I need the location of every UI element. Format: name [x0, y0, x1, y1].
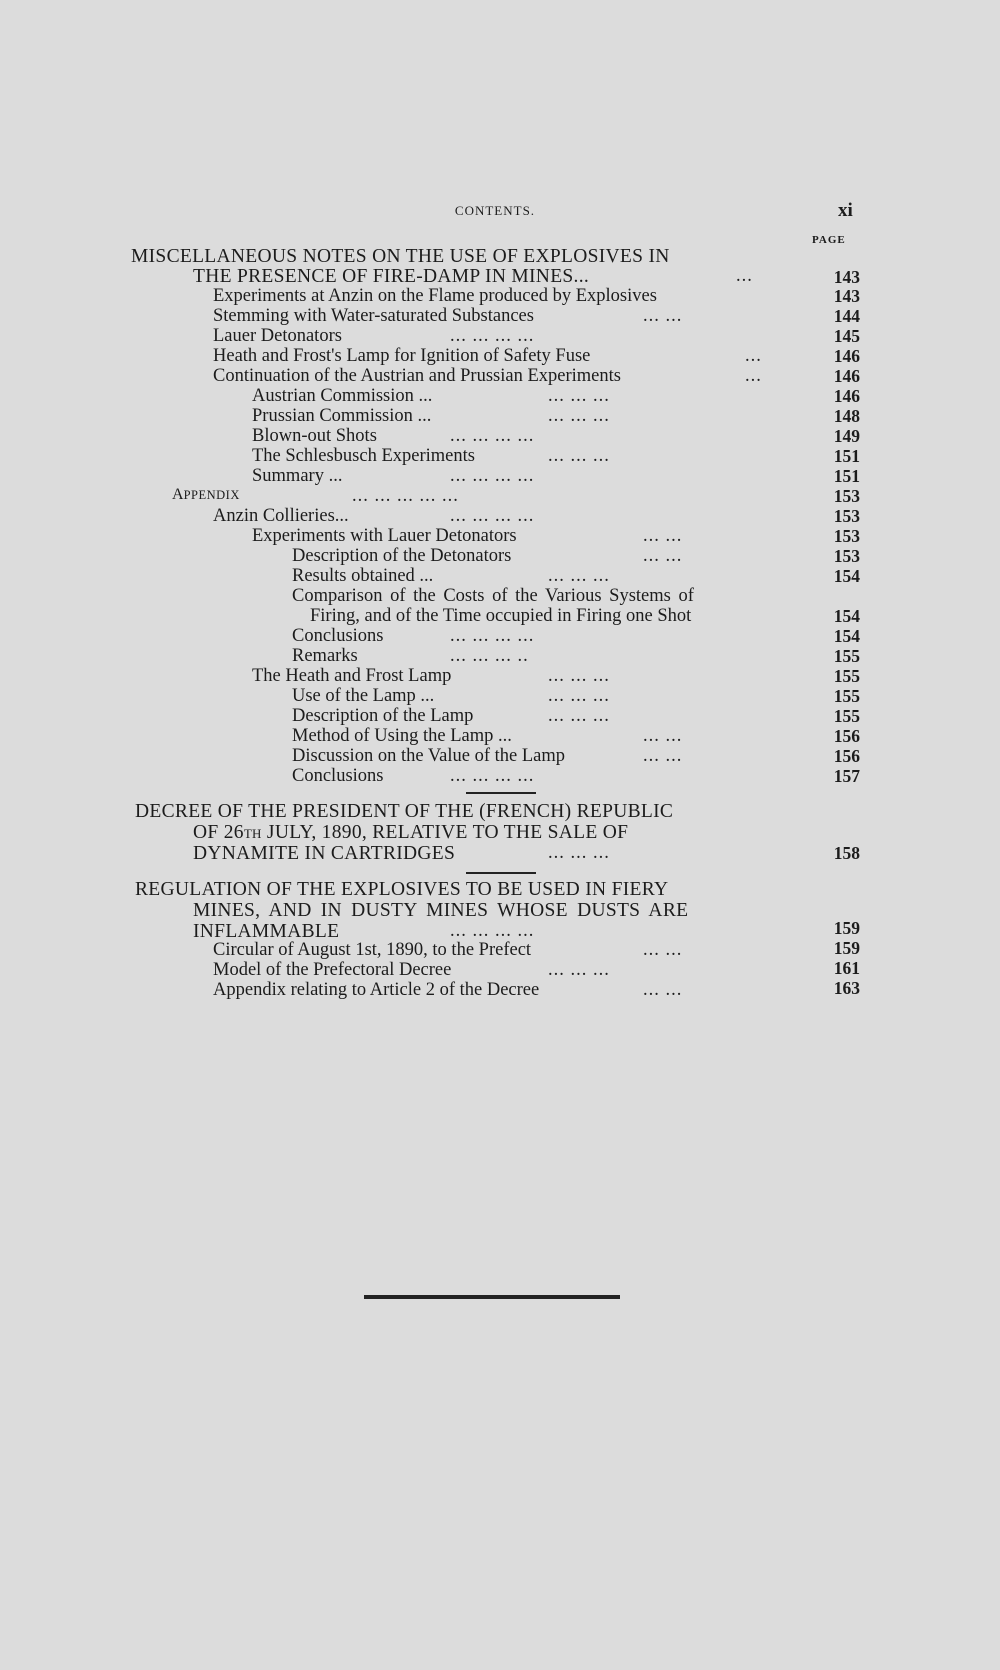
toc-entry: Experiments with Lauer Detonators	[252, 526, 517, 546]
toc-entry: Prussian Commission ...	[252, 406, 432, 426]
toc-entry: The Heath and Frost Lamp	[252, 666, 452, 686]
section-divider	[466, 792, 536, 794]
toc-entry: Continuation of the Austrian and Prussian Experiments	[213, 366, 621, 386]
page-number: 154	[833, 606, 860, 626]
page-number: 146	[833, 366, 860, 386]
leader-dots: ... ... ... ...	[450, 921, 535, 941]
page-number: 156	[833, 726, 860, 746]
leader-dots: ... ... ...	[548, 406, 610, 426]
page-number: 146	[833, 386, 860, 406]
page-number: 144	[833, 306, 860, 326]
toc-entry: Model of the Prefectoral Decree	[213, 960, 452, 980]
section-heading-line	[193, 822, 628, 844]
page-number: 155	[833, 706, 860, 726]
end-rule	[364, 1295, 620, 1299]
leader-dots: ... ... ...	[548, 686, 610, 706]
section-heading-line: MINES, AND IN DUSTY MINES WHOSE DUSTS ARE	[193, 900, 689, 921]
appendix-heading-initial: A	[172, 486, 184, 503]
toc-entry: Comparison of the Costs of the Various Systems of	[292, 586, 694, 606]
leader-dots: ... ... ... ...	[450, 426, 535, 446]
toc-entry: Anzin Collieries...	[213, 506, 349, 526]
running-title: CONTENTS.	[454, 203, 536, 218]
folio-number: xi	[838, 200, 853, 221]
leader-dots: ... ...	[643, 546, 683, 566]
page-number: 159	[833, 918, 860, 938]
page-number: 155	[833, 646, 860, 666]
toc-entry: Results obtained ...	[292, 566, 434, 586]
page-number: 156	[833, 746, 860, 766]
section-heading-line: INFLAMMABLE	[193, 921, 340, 942]
page-number: 145	[833, 326, 860, 346]
page-number: 148	[833, 406, 860, 426]
page-number: 143	[833, 286, 860, 306]
page-number: 143	[833, 267, 860, 287]
leader-dots: ... ... ... ...	[450, 466, 535, 486]
toc-entry: Circular of August 1st, 1890, to the Prefect	[213, 940, 532, 960]
page-number: 154	[833, 626, 860, 646]
page-number: 151	[833, 446, 860, 466]
leader-dots: ... ...	[643, 980, 683, 1000]
section-divider	[466, 872, 536, 874]
leader-dots: ... ... ... ...	[450, 766, 535, 786]
section-heading-line: DYNAMITE IN CARTRIDGES	[193, 843, 456, 864]
toc-entry: The Schlesbusch Experiments	[252, 446, 475, 466]
leader-dots: ... ... ...	[548, 706, 610, 726]
leader-dots: ...	[745, 346, 762, 366]
page-number: 149	[833, 426, 860, 446]
page-number: 161	[833, 958, 860, 978]
page-number: 153	[833, 506, 860, 526]
section-heading-line: THE PRESENCE OF FIRE-DAMP IN MINES...	[193, 266, 590, 287]
toc-entry: Method of Using the Lamp ...	[292, 726, 512, 746]
page-number: 155	[833, 686, 860, 706]
appendix-heading	[172, 486, 240, 504]
page-number: 153	[833, 546, 860, 566]
toc-entry: Firing, and of the Time occupied in Firing one Shot	[310, 606, 692, 626]
ordinal-suffix: TH	[243, 826, 262, 841]
leader-dots: ... ... ... ...	[450, 506, 535, 526]
section-heading-line: DECREE OF THE PRESIDENT OF THE (FRENCH) REPUBLIC	[135, 801, 674, 822]
leader-dots: ... ...	[643, 746, 683, 766]
section-heading-text: JULY, 1890, RELATIVE TO THE SALE OF	[261, 822, 629, 843]
section-heading-line: MISCELLANEOUS NOTES ON THE USE OF EXPLOSIVES IN	[131, 246, 670, 267]
page-number: 151	[833, 466, 860, 486]
toc-entry: Appendix relating to Article 2 of the Decree	[213, 980, 540, 1000]
toc-entry: Blown-out Shots	[252, 426, 377, 446]
toc-entry: Stemming with Water-saturated Substances	[213, 306, 534, 326]
leader-dots: ...	[745, 366, 762, 386]
leader-dots: ... ... ... ...	[450, 326, 535, 346]
leader-dots: ... ... ...	[548, 566, 610, 586]
page-number: 159	[833, 938, 860, 958]
toc-entry: Discussion on the Value of the Lamp	[292, 746, 566, 766]
page-number: 158	[833, 843, 860, 863]
leader-dots: ... ... ...	[548, 960, 610, 980]
leader-dots: ... ... ... ... ...	[352, 486, 459, 506]
appendix-heading-rest: PPENDIX	[183, 488, 240, 502]
toc-entry: Conclusions	[292, 766, 384, 786]
toc-entry: Description of the Detonators	[292, 546, 512, 566]
leader-dots: ... ... ...	[548, 386, 610, 406]
page-column-label: PAGE	[812, 234, 846, 246]
section-heading-text: OF 26	[193, 822, 244, 843]
toc-entry: Heath and Frost's Lamp for Ignition of Safety Fuse	[213, 346, 591, 366]
leader-dots: ... ... ... ...	[450, 626, 535, 646]
page-number: 153	[833, 486, 860, 506]
toc-entry: Austrian Commission ...	[252, 386, 433, 406]
toc-entry: Lauer Detonators	[213, 326, 342, 346]
leader-dots: ... ... ...	[548, 666, 610, 686]
toc-entry: Description of the Lamp	[292, 706, 474, 726]
toc-entry: Experiments at Anzin on the Flame produced by Explosives	[213, 286, 657, 306]
toc-entry: Summary ...	[252, 466, 343, 486]
leader-dots: ... ...	[643, 726, 683, 746]
toc-entry: Use of the Lamp ...	[292, 686, 435, 706]
leader-dots: ... ... ...	[548, 446, 610, 466]
page-number: 146	[833, 346, 860, 366]
toc-entry: Remarks	[292, 646, 358, 666]
toc-entry: Conclusions	[292, 626, 384, 646]
page-number: 155	[833, 666, 860, 686]
page-number: 154	[833, 566, 860, 586]
leader-dots: ...	[736, 266, 753, 286]
page-number: 157	[833, 766, 860, 786]
leader-dots: ... ...	[643, 940, 683, 960]
leader-dots: ... ... ... ..	[450, 646, 529, 666]
page-number: 163	[833, 978, 860, 998]
leader-dots: ... ...	[643, 306, 683, 326]
leader-dots: ... ... ...	[548, 843, 610, 863]
leader-dots: ... ...	[643, 526, 683, 546]
section-heading-line: REGULATION OF THE EXPLOSIVES TO BE USED IN FIERY	[135, 879, 669, 900]
page-number: 153	[833, 526, 860, 546]
